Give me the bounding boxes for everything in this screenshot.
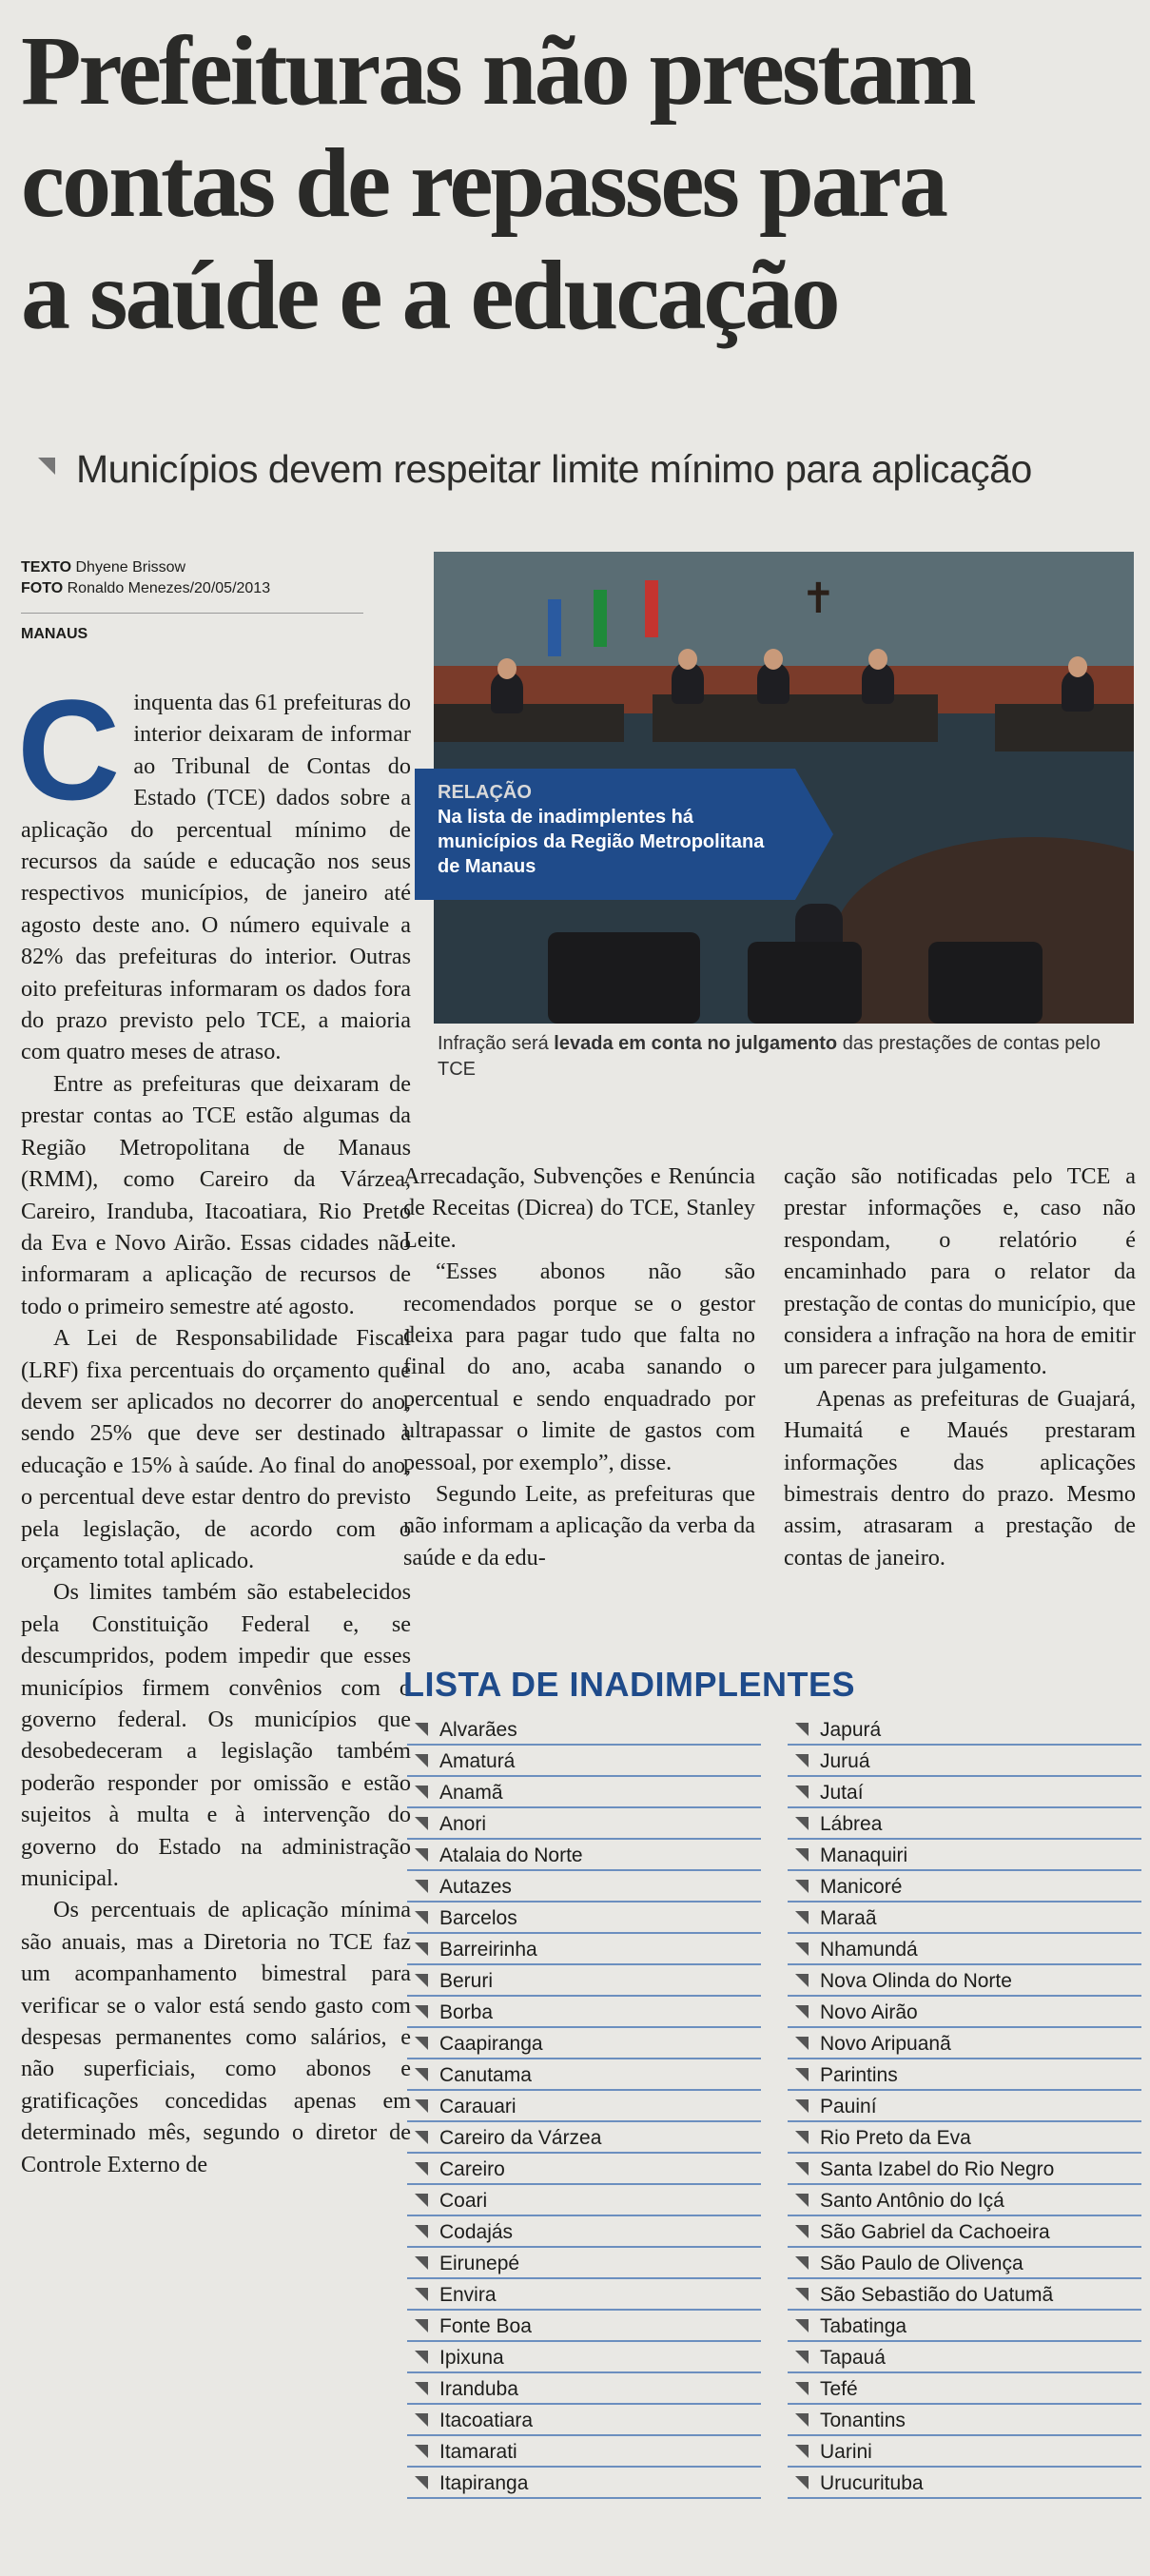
triangle-marker-icon bbox=[415, 2005, 428, 2019]
list-item bbox=[407, 2216, 761, 2248]
triangle-marker-icon bbox=[795, 1974, 809, 1987]
list-item bbox=[407, 1965, 761, 1997]
municipality-name: Manaquiri bbox=[820, 1844, 908, 1866]
triangle-marker-icon bbox=[415, 2319, 428, 2332]
municipality-name: Japurá bbox=[820, 1719, 882, 1741]
municipality-name: Nhamundá bbox=[820, 1939, 918, 1961]
photo-person-head bbox=[764, 649, 783, 670]
article-paragraph: Entre as prefeituras que deixaram de prestar contas ao TCE estão algumas da Região Metropolitana de Manaus (RMM), como Careiro da Várzea, Careiro, Iranduba, Itacoatiara, Rio Preto da Eva e Novo Airão. Essas cidades não informaram a aplicação de recursos de todo o primeiro semestre até agosto. bbox=[21, 1070, 411, 1319]
triangle-marker-icon bbox=[795, 2256, 809, 2270]
list-item bbox=[407, 2248, 761, 2279]
headline-line-1: Prefeituras não prestam bbox=[21, 16, 974, 126]
municipality-name: Parintins bbox=[820, 2064, 898, 2086]
article-paragraph-text: inquenta das 61 prefeituras do interior deixaram de informar ao Tribunal de Contas do Estado (TCE) dados sobre a aplicação do percentual mínimo de recursos da saúde e educação nos seus respectivos municípios, de janeiro até agosto deste ano. O número equivale a 82% das prefeituras do interior. Outras oito prefeituras informaram os dados fora do prazo previsto pelo TCE, a maioria com quatro meses de atraso. bbox=[21, 690, 411, 1065]
list-item bbox=[407, 2122, 761, 2154]
list-item bbox=[788, 2405, 1141, 2436]
list-item bbox=[788, 1871, 1141, 1903]
triangle-marker-icon bbox=[38, 458, 55, 475]
triangle-marker-icon bbox=[795, 2225, 809, 2238]
list-title: LISTA DE INADIMPLENTES bbox=[403, 1665, 856, 1704]
list-item bbox=[788, 2185, 1141, 2216]
triangle-marker-icon bbox=[795, 2351, 809, 2364]
triangle-marker-icon bbox=[415, 1754, 428, 1767]
list-item bbox=[788, 2216, 1141, 2248]
list-item bbox=[407, 1746, 761, 1777]
list-item bbox=[407, 2279, 761, 2311]
list-item bbox=[788, 2436, 1141, 2468]
triangle-marker-icon bbox=[415, 2162, 428, 2176]
list-item bbox=[407, 2154, 761, 2185]
triangle-marker-icon bbox=[795, 1817, 809, 1830]
headline-line-3: a saúde e a educação bbox=[21, 241, 838, 350]
list-item bbox=[788, 2373, 1141, 2405]
municipality-name: Borba bbox=[439, 2001, 494, 2023]
credits bbox=[21, 557, 363, 599]
triangle-marker-icon bbox=[415, 1817, 428, 1830]
list-item bbox=[407, 1777, 761, 1808]
article-paragraph: Os percentuais de aplicação mínima são anuais, mas a Diretoria no TCE faz um acompanhamento bimestral para verificar se o valor está sendo gasto com despesas permanentes como salários, e não superficiais, como abonos e gratificações concedidas apenas em determinado mês, segundo o diretor de Controle Externo de bbox=[21, 1897, 411, 2177]
list-item bbox=[407, 2091, 761, 2122]
municipality-name: Rio Preto da Eva bbox=[820, 2127, 971, 2149]
municipality-name: Maraã bbox=[820, 1907, 877, 1929]
triangle-marker-icon bbox=[795, 2005, 809, 2019]
headline-line-2: contas de repasses para bbox=[21, 128, 945, 238]
list-item bbox=[407, 1871, 761, 1903]
list-item bbox=[407, 2436, 761, 2468]
list-item bbox=[407, 1808, 761, 1840]
municipality-name: Tonantins bbox=[820, 2410, 906, 2431]
triangle-marker-icon bbox=[795, 2037, 809, 2050]
triangle-marker-icon bbox=[415, 1880, 428, 1893]
list-item bbox=[788, 2059, 1141, 2091]
list-item bbox=[788, 2091, 1141, 2122]
caption-start: Infração será bbox=[438, 1033, 555, 1054]
list-item bbox=[407, 2468, 761, 2499]
municipality-name: Careiro bbox=[439, 2158, 505, 2180]
municipality-name: Itapiranga bbox=[439, 2472, 529, 2494]
caption-end: das prestações de contas pelo TCE bbox=[438, 1033, 1101, 1080]
triangle-marker-icon bbox=[795, 2382, 809, 2395]
triangle-marker-icon bbox=[415, 2382, 428, 2395]
municipality-name: Juruá bbox=[820, 1750, 870, 1772]
list-item bbox=[788, 1714, 1141, 1746]
municipality-name: Eirunepé bbox=[439, 2253, 520, 2274]
municipality-name: Tefé bbox=[820, 2378, 858, 2400]
triangle-marker-icon bbox=[795, 2319, 809, 2332]
triangle-marker-icon bbox=[415, 1723, 428, 1736]
triangle-marker-icon bbox=[795, 1880, 809, 1893]
subheadline bbox=[38, 447, 1141, 492]
list-item bbox=[407, 1997, 761, 2028]
municipality-name: Alvarães bbox=[439, 1719, 517, 1741]
list-item bbox=[407, 2028, 761, 2059]
triangle-marker-icon bbox=[795, 2413, 809, 2427]
article-column-2 bbox=[403, 1161, 755, 1636]
triangle-marker-icon bbox=[415, 2037, 428, 2050]
photo-credit bbox=[21, 578, 363, 599]
municipality-name: Itamarati bbox=[439, 2441, 517, 2463]
flag-icon bbox=[645, 580, 658, 637]
municipality-name: Pauiní bbox=[820, 2096, 877, 2117]
triangle-marker-icon bbox=[795, 2131, 809, 2144]
triangle-marker-icon bbox=[415, 2068, 428, 2081]
article-paragraph: cação são notificadas pelo TCE a prestar informações e, caso não respondam, o relatório é encaminhado para o relator da prestação de contas do município, que considera a infração na hora de emitir um parecer para julgamento. bbox=[784, 1163, 1136, 1380]
triangle-marker-icon bbox=[415, 1974, 428, 1987]
municipality-name: Fonte Boa bbox=[439, 2315, 532, 2337]
municipality-name: Codajás bbox=[439, 2221, 514, 2243]
triangle-marker-icon bbox=[415, 2351, 428, 2364]
list-item bbox=[407, 2311, 761, 2342]
municipality-name: Novo Aripuanã bbox=[820, 2033, 951, 2055]
list-item bbox=[788, 1965, 1141, 1997]
article-paragraph: “Esses abonos não são recomendados porque se o gestor deixa para pagar tudo que falta no final do ano, acaba sanando o percentual e sendo enquadrado por ultrapassar o limite de gastos com pessoal, por exemplo”, disse. bbox=[403, 1259, 755, 1475]
list-item bbox=[407, 2342, 761, 2373]
municipality-name: Santa Izabel do Rio Negro bbox=[820, 2158, 1055, 2180]
photo-person-head bbox=[868, 649, 887, 670]
list-item bbox=[788, 2122, 1141, 2154]
photo-person-head bbox=[1068, 656, 1087, 677]
municipality-name: Iranduba bbox=[439, 2378, 518, 2400]
article-paragraph bbox=[17, 670, 411, 1068]
article-paragraph: Arrecadação, Subvenções e Renúncia de Receitas (Dicrea) do TCE, Stanley Leite. bbox=[403, 1163, 755, 1253]
list-item bbox=[407, 2405, 761, 2436]
photo-overlay-box bbox=[415, 769, 795, 900]
triangle-marker-icon bbox=[795, 2288, 809, 2301]
triangle-marker-icon bbox=[795, 1911, 809, 1924]
photo-credit-author: Ronaldo Menezes/20/05/2013 bbox=[67, 580, 271, 596]
triangle-marker-icon bbox=[795, 1723, 809, 1736]
municipality-name: Lábrea bbox=[820, 1813, 883, 1835]
triangle-marker-icon bbox=[415, 2194, 428, 2207]
crucifix-icon: ✝ bbox=[801, 575, 836, 623]
defaulters-list-left bbox=[407, 1714, 761, 2499]
municipality-name: Carauari bbox=[439, 2096, 517, 2117]
list-item bbox=[788, 2342, 1141, 2373]
photo-person-head bbox=[497, 658, 517, 679]
municipality-name: São Sebastião do Uatumã bbox=[820, 2284, 1054, 2306]
municipality-name: Ipixuna bbox=[439, 2347, 504, 2369]
triangle-marker-icon bbox=[795, 1754, 809, 1767]
list-item bbox=[788, 1777, 1141, 1808]
overlay-text: Na lista de inadimplentes há municípios da Região Metropolitana de Manaus bbox=[438, 807, 765, 877]
list-item bbox=[788, 2028, 1141, 2059]
flag-icon bbox=[548, 599, 561, 656]
list-item bbox=[407, 2185, 761, 2216]
triangle-marker-icon bbox=[415, 2131, 428, 2144]
credits-divider bbox=[21, 613, 363, 614]
overlay-tag: RELAÇÃO bbox=[438, 782, 532, 803]
article-paragraph: Segundo Leite, as prefeituras que não informam a aplicação da verba da saúde e da edu- bbox=[403, 1481, 755, 1571]
municipality-name: Itacoatiara bbox=[439, 2410, 534, 2431]
list-item bbox=[788, 2279, 1141, 2311]
triangle-marker-icon bbox=[795, 1786, 809, 1799]
municipality-name: Amaturá bbox=[439, 1750, 516, 1772]
municipality-name: Beruri bbox=[439, 1970, 494, 1992]
photo-credit-label: FOTO bbox=[21, 580, 64, 596]
triangle-marker-icon bbox=[415, 2476, 428, 2489]
text-credit-author: Dhyene Brissow bbox=[75, 559, 186, 576]
photo-person-head bbox=[678, 649, 697, 670]
photo-bench-left bbox=[434, 704, 624, 742]
list-item bbox=[788, 1997, 1141, 2028]
photo-caption bbox=[438, 1031, 1132, 1083]
triangle-marker-icon bbox=[795, 2068, 809, 2081]
article-column-3 bbox=[784, 1161, 1136, 1636]
municipality-name: Barcelos bbox=[439, 1907, 517, 1929]
flag-icon bbox=[594, 590, 607, 647]
municipality-name: Tapauá bbox=[820, 2347, 886, 2369]
list-item bbox=[407, 1840, 761, 1871]
municipality-name: Jutaí bbox=[820, 1782, 864, 1804]
municipality-name: Careiro da Várzea bbox=[439, 2127, 602, 2149]
municipality-name: São Gabriel da Cachoeira bbox=[820, 2221, 1050, 2243]
triangle-marker-icon bbox=[795, 2162, 809, 2176]
photo-chair bbox=[548, 932, 700, 1024]
article-column-1 bbox=[17, 670, 411, 2570]
triangle-marker-icon bbox=[795, 2445, 809, 2458]
municipality-name: São Paulo de Olivença bbox=[820, 2253, 1023, 2274]
municipality-name: Caapiranga bbox=[439, 2033, 543, 2055]
triangle-marker-icon bbox=[795, 2476, 809, 2489]
triangle-marker-icon bbox=[415, 1786, 428, 1799]
municipality-name: Atalaia do Norte bbox=[439, 1844, 583, 1866]
subheadline-text: Municípios devem respeitar limite mínimo para aplicação bbox=[76, 447, 1032, 491]
triangle-marker-icon bbox=[415, 2288, 428, 2301]
triangle-marker-icon bbox=[415, 2225, 428, 2238]
list-item bbox=[407, 2059, 761, 2091]
text-credit bbox=[21, 557, 363, 578]
list-item bbox=[788, 2248, 1141, 2279]
triangle-marker-icon bbox=[795, 2194, 809, 2207]
list-item bbox=[788, 1934, 1141, 1965]
triangle-marker-icon bbox=[415, 1911, 428, 1924]
article-paragraph: Os limites também são estabelecidos pela Constituição Federal e, se descumpridos, podem impedir que esses municípios firmem convênios com o governo federal. Os municípios que desobedeceram a legislação também poderão responder por omissão e estão sujeitos à multa e à intervenção do governo do Estado na administração municipal. bbox=[21, 1579, 411, 1892]
list-item bbox=[407, 1903, 761, 1934]
article-paragraph: Apenas as prefeituras de Guajará, Humaitá e Maués prestaram informações das aplicações bimestrais dentro do prazo. Mesmo assim, atrasaram a prestação de contas de janeiro. bbox=[784, 1385, 1136, 1571]
article-paragraph: A Lei de Responsabilidade Fiscal (LRF) fixa percentuais do orçamento que devem ser aplicados no decorrer do ano, sendo 25% que deve ser destinado à educação e 15% à saúde. Ao final do ano, o percentual deve estar dentro do previsto pela legislação, de acordo com o orçamento total aplicado. bbox=[21, 1325, 411, 1573]
list-item bbox=[788, 2311, 1141, 2342]
municipality-name: Uarini bbox=[820, 2441, 872, 2463]
municipality-name: Coari bbox=[439, 2190, 488, 2212]
list-item bbox=[407, 1714, 761, 1746]
municipality-name: Novo Airão bbox=[820, 2001, 918, 2023]
headline bbox=[21, 15, 1134, 352]
photo-chair bbox=[748, 942, 862, 1024]
list-item bbox=[788, 2154, 1141, 2185]
list-item bbox=[407, 2373, 761, 2405]
list-item bbox=[788, 1903, 1141, 1934]
triangle-marker-icon bbox=[795, 1942, 809, 1956]
triangle-marker-icon bbox=[415, 1942, 428, 1956]
municipality-name: Autazes bbox=[439, 1876, 512, 1898]
municipality-name: Santo Antônio do Içá bbox=[820, 2190, 1004, 2212]
list-item bbox=[788, 1746, 1141, 1777]
list-item bbox=[788, 1808, 1141, 1840]
municipality-name: Anori bbox=[439, 1813, 487, 1835]
dateline: MANAUS bbox=[21, 626, 88, 642]
municipality-name: Anamã bbox=[439, 1782, 503, 1804]
triangle-marker-icon bbox=[415, 2413, 428, 2427]
municipality-name: Urucurituba bbox=[820, 2472, 924, 2494]
municipality-name: Envira bbox=[439, 2284, 497, 2306]
list-item bbox=[788, 2468, 1141, 2499]
list-item bbox=[407, 1934, 761, 1965]
municipality-name: Barreirinha bbox=[439, 1939, 537, 1961]
defaulters-list-right bbox=[788, 1714, 1141, 2499]
municipality-name: Canutama bbox=[439, 2064, 532, 2086]
triangle-marker-icon bbox=[795, 1848, 809, 1862]
caption-bold: levada em conta no julgamento bbox=[554, 1033, 838, 1054]
triangle-marker-icon bbox=[415, 2256, 428, 2270]
triangle-marker-icon bbox=[415, 2445, 428, 2458]
municipality-name: Manicoré bbox=[820, 1876, 903, 1898]
municipality-name: Nova Olinda do Norte bbox=[820, 1970, 1012, 1992]
text-credit-label: TEXTO bbox=[21, 559, 72, 576]
photo-chair bbox=[928, 942, 1043, 1024]
photo-wall bbox=[434, 552, 1134, 675]
triangle-marker-icon bbox=[795, 2099, 809, 2113]
triangle-marker-icon bbox=[415, 2099, 428, 2113]
municipality-name: Tabatinga bbox=[820, 2315, 907, 2337]
triangle-marker-icon bbox=[415, 1848, 428, 1862]
drop-cap: C bbox=[17, 670, 121, 829]
list-item bbox=[788, 1840, 1141, 1871]
